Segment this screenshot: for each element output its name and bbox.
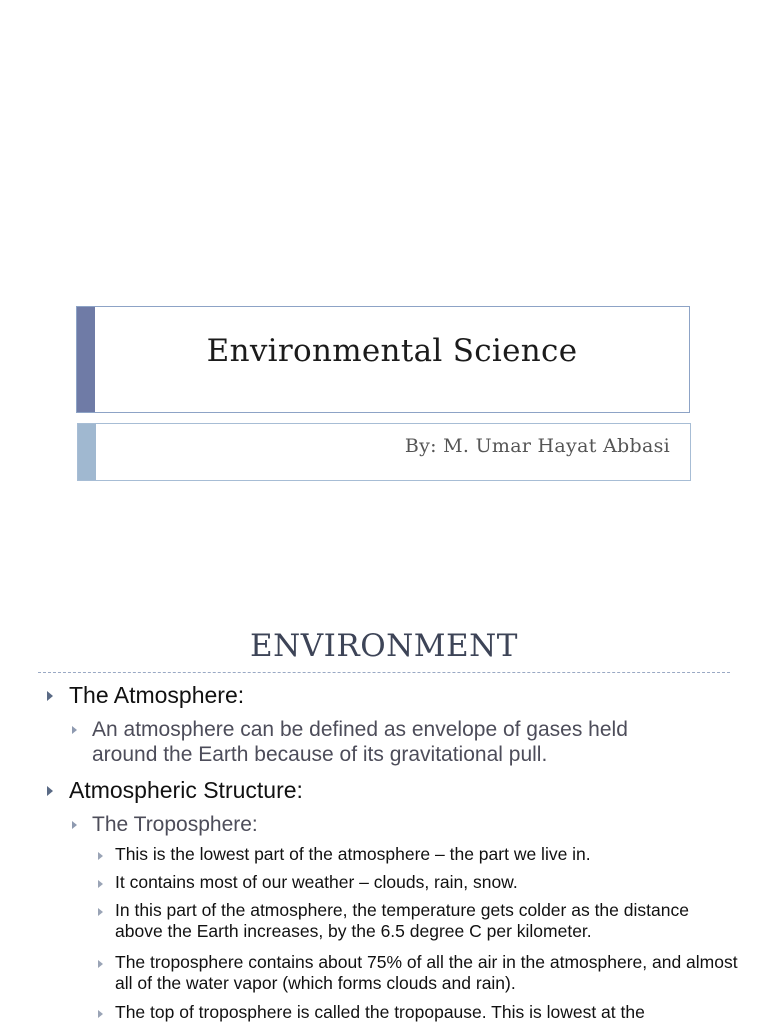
bullet-arrow-icon: [72, 726, 77, 734]
bullet-level3-item: The top of troposphere is called the tropopause. This is lowest at the: [115, 1002, 645, 1022]
subtitle-box: [77, 423, 691, 481]
bullet-level1-structure: Atmospheric Structure:: [69, 777, 303, 803]
slide-subtitle: By: M. Umar Hayat Abbasi: [404, 435, 670, 457]
bullet-level3-item: This is the lowest part of the atmosphere – the part we live in.: [115, 844, 591, 864]
bullet-arrow-icon: [98, 880, 103, 888]
bullet-arrow-icon: [98, 960, 103, 968]
title-box: [76, 306, 690, 413]
title-accent-bar: [77, 307, 95, 412]
bullet-level2-definition: An atmosphere can be defined as envelope of gases held around the Earth because of its gravitational pull.: [92, 718, 628, 767]
bullet-arrow-icon: [47, 786, 53, 796]
bullet-arrow-icon: [98, 1010, 103, 1018]
subtitle-accent-bar: [78, 424, 96, 480]
section-heading: ENVIRONMENT: [250, 628, 518, 664]
bullet-level3-item: The troposphere contains about 75% of all the air in the atmosphere, and almost all of the water vapor (which forms clouds and rain).: [115, 952, 738, 993]
bullet-level3-item: In this part of the atmosphere, the temperature gets colder as the distance above the Earth increases, by the 6.5 degree C per kilometer.: [115, 900, 689, 941]
bullet-arrow-icon: [47, 691, 53, 701]
bullet-level2-troposphere: The Troposphere:: [92, 813, 258, 836]
bullet-arrow-icon: [98, 908, 103, 916]
bullet-level1-atmosphere: The Atmosphere:: [69, 682, 245, 708]
bullet-arrow-icon: [72, 821, 77, 829]
bullet-arrow-icon: [98, 852, 103, 860]
dashed-divider: [38, 672, 730, 673]
slide-title: Environmental Science: [206, 333, 578, 369]
bullet-level3-item: It contains most of our weather – clouds, rain, snow.: [115, 872, 518, 892]
